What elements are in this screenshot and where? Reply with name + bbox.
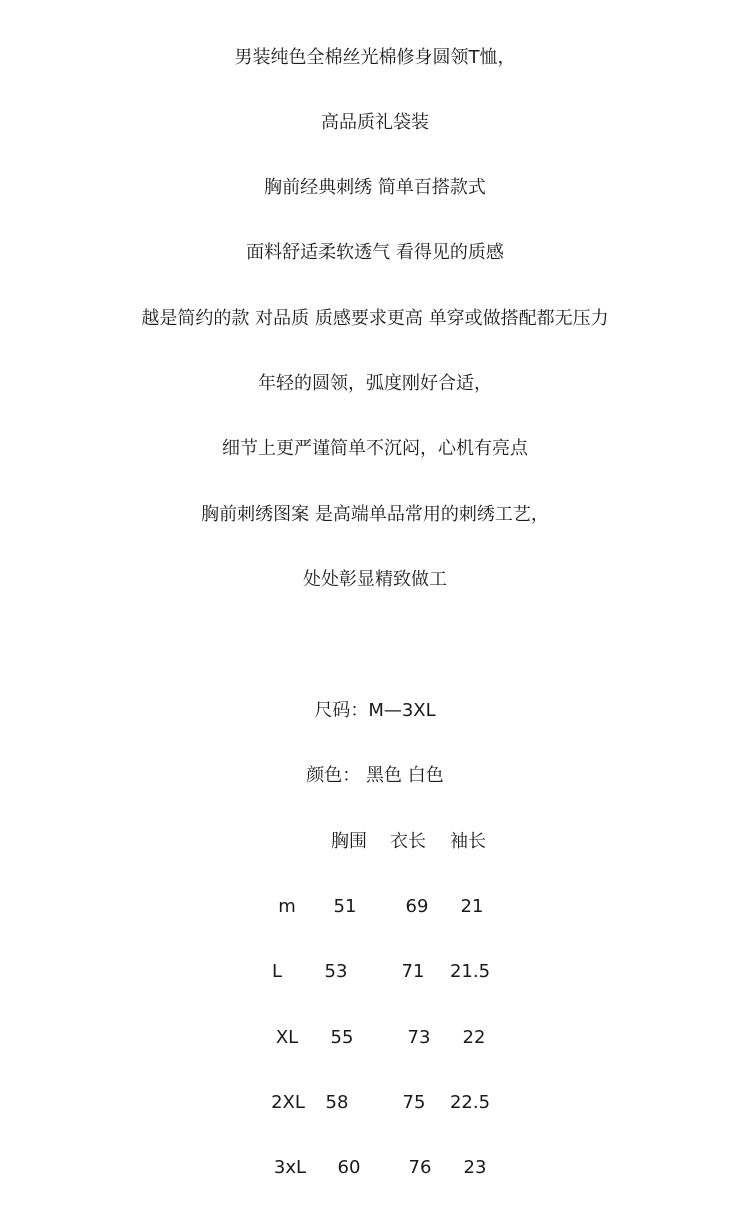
description-line-7: 细节上更严谨简单不沉闷，心机有亮点	[222, 438, 528, 459]
description-line-4: 面料舒适柔软透气 看得见的质感	[246, 242, 504, 263]
size-table-row-chest: 53	[324, 961, 348, 982]
size-table-row-sleeve: 21.5	[449, 961, 491, 982]
size-table-header-length: 衣长	[390, 831, 426, 852]
size-range-line: 尺码：M—3XL	[314, 700, 436, 721]
size-table-row-sleeve: 22	[462, 1027, 486, 1048]
size-table-row-size: XL	[275, 1027, 299, 1048]
size-table-header-sleeve: 袖长	[450, 831, 486, 852]
description-line-1: 男装纯色全棉丝光棉修身圆领T恤，	[234, 47, 516, 68]
size-table-row-length: 76	[408, 1157, 432, 1178]
size-table-row-size: 3xL	[273, 1157, 307, 1178]
size-table-row-length: 71	[401, 961, 425, 982]
size-table-row-size: L	[271, 961, 283, 982]
description-line-9: 处处彰显精致做工	[303, 569, 447, 590]
size-table-row-chest: 55	[330, 1027, 354, 1048]
size-table-row-size: m	[278, 896, 296, 917]
description-line-2: 高品质礼袋装	[321, 112, 429, 133]
size-table-row-chest: 60	[337, 1157, 361, 1178]
size-table-row-length: 73	[407, 1027, 431, 1048]
size-table-row-length: 75	[402, 1092, 426, 1113]
description-line-6: 年轻的圆领，弧度刚好合适，	[258, 373, 492, 394]
size-table-header-chest: 胸围	[331, 831, 367, 852]
size-table-row-length: 69	[405, 896, 429, 917]
description-line-3: 胸前经典刺绣 简单百搭款式	[264, 177, 486, 198]
size-table-row-chest: 51	[333, 896, 357, 917]
color-options-line: 颜色： 黑色 白色	[306, 765, 444, 786]
description-line-5: 越是简约的款 对品质 质感要求更高 单穿或做搭配都无压力	[141, 308, 609, 329]
size-table-row-size: 2XL	[271, 1092, 305, 1113]
description-line-8: 胸前刺绣图案 是高端单品常用的刺绣工艺，	[201, 504, 549, 525]
size-table-row-sleeve: 23	[463, 1157, 487, 1178]
size-table-row-sleeve: 21	[460, 896, 484, 917]
size-table-row-chest: 58	[325, 1092, 349, 1113]
size-table-row-sleeve: 22.5	[449, 1092, 491, 1113]
